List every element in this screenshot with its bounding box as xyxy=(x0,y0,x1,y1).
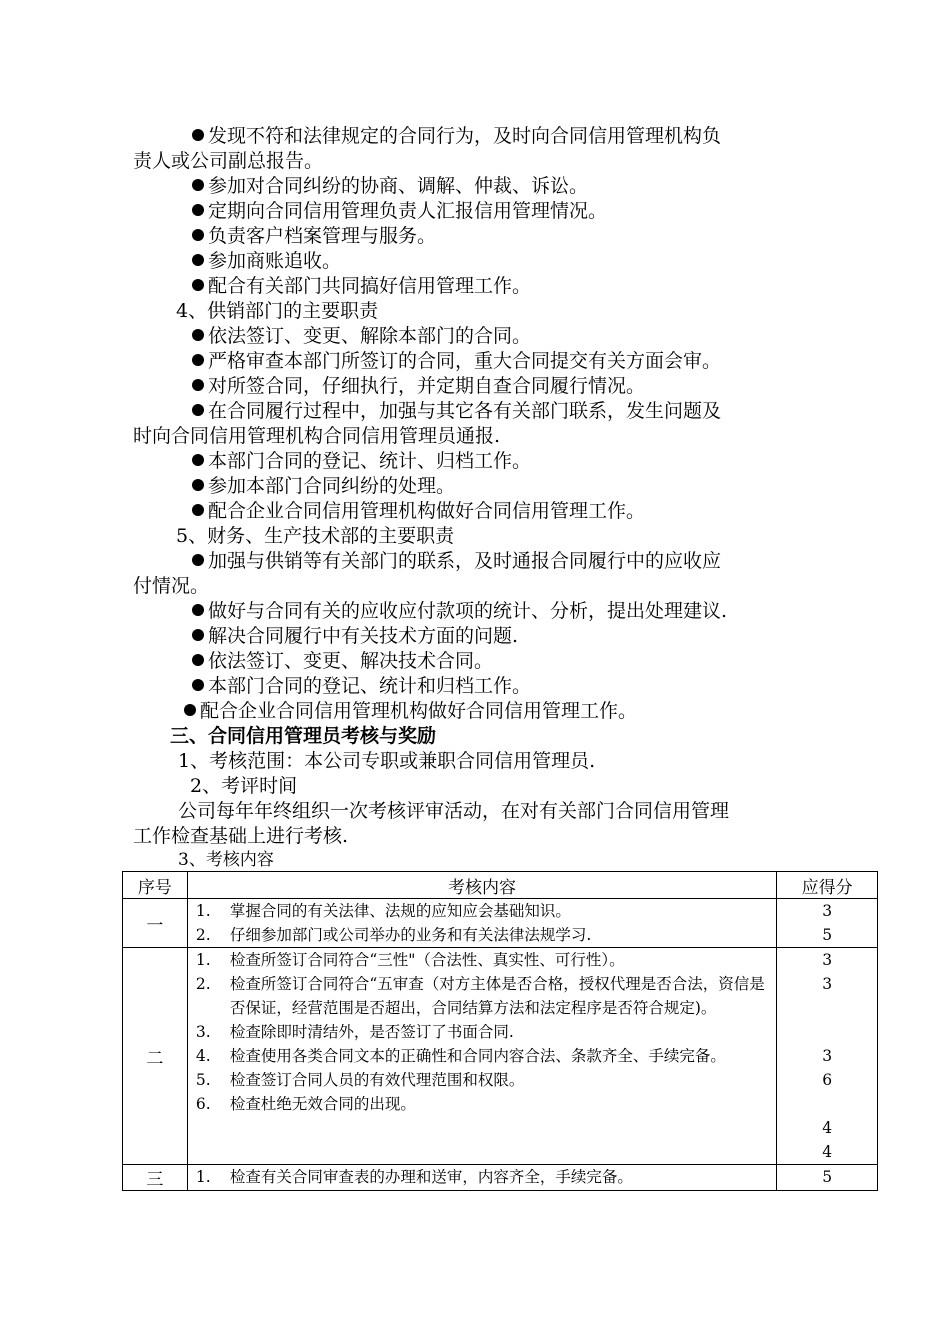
bullet-icon xyxy=(192,554,204,566)
text-line: 配合企业合同信用管理机构做好合同信用管理工作。 xyxy=(192,499,645,523)
bullet-icon xyxy=(192,379,204,391)
text-line: 依法签订、变更、解除本部门的合同。 xyxy=(192,324,531,348)
bullet-icon xyxy=(192,654,204,666)
text-line: 严格审查本部门所签订的合同，重大合同提交有关方面会审。 xyxy=(192,349,721,373)
bullet-icon xyxy=(192,404,204,416)
bullet-icon xyxy=(192,354,204,366)
score-value: 6 xyxy=(822,1071,833,1089)
text-line: 时向合同信用管理机构合同信用管理员通报. xyxy=(133,425,501,447)
group-number: 二 xyxy=(123,948,188,1165)
score-value: 3 xyxy=(822,902,833,920)
bullet-icon xyxy=(192,179,204,191)
text-line: 加强与供销等有关部门的联系，及时通报合同履行中的应收应 xyxy=(192,549,721,573)
list-item: 4. 检查使用各类合同文本的正确性和合同内容合法、条款齐全、手续完备。 xyxy=(195,1047,726,1065)
text-line: 定期向合同信用管理负责人汇报信用管理情况。 xyxy=(192,199,607,223)
text-line: 参加本部门合同纠纷的处理。 xyxy=(192,474,455,498)
table-row xyxy=(123,948,878,1165)
text-line: 2、考评时间 xyxy=(190,775,298,797)
list-item: 1. 检查所签订合同符合“三性"（合法性、真实性、可行性）。 xyxy=(195,951,625,969)
bullet-icon xyxy=(192,329,204,341)
bullet-icon xyxy=(192,629,204,641)
text-line: 1、考核范围：本公司专职或兼职合同信用管理员. xyxy=(178,750,596,772)
score-spacer xyxy=(777,996,877,1044)
score-value: 4 xyxy=(822,1143,833,1161)
text-line: 3、考核内容 xyxy=(178,850,274,870)
text-line: 本部门合同的登记、统计、归档工作。 xyxy=(192,449,531,473)
text-line: 发现不符和法律规定的合同行为，及时向合同信用管理机构负 xyxy=(192,124,721,148)
bullet-icon xyxy=(184,704,196,716)
list-item: 2. 仔细参加部门或公司举办的业务和有关法律法规学习. xyxy=(195,926,592,944)
text-line: 工作检查基础上进行考核. xyxy=(133,825,349,847)
text-line: 参加对合同纠纷的协商、调解、仲裁、诉讼。 xyxy=(192,174,588,198)
list-item: 1. 掌握合同的有关法律、法规的应知应会基础知识。 xyxy=(195,902,571,920)
score-value: 5 xyxy=(822,926,833,944)
list-item: 3. 检查除即时清结外，是否签订了书面合同. xyxy=(195,1023,514,1041)
text-line: 责人或公司副总报告。 xyxy=(133,150,324,172)
group-number: 三 xyxy=(123,1165,188,1191)
bullet-icon xyxy=(192,679,204,691)
header-no: 序号 xyxy=(123,872,188,899)
text-line: 负责客户档案管理与服务。 xyxy=(192,224,436,248)
table-row xyxy=(123,899,878,948)
score-value: 3 xyxy=(822,951,833,969)
text-line: 对所签合同，仔细执行，并定期自查合同履行情况。 xyxy=(192,374,645,398)
text-line: 做好与合同有关的应收应付款项的统计、分析，提出处理建议. xyxy=(192,599,727,623)
group-items xyxy=(187,899,776,948)
score-value: 3 xyxy=(822,975,833,993)
list-item: 6. 检查杜绝无效合同的出现。 xyxy=(195,1095,416,1113)
group-items xyxy=(187,1165,776,1191)
list-item: 5. 检查签订合同人员的有效代理范围和权限。 xyxy=(195,1071,525,1089)
text-line: 依法签订、变更、解决技术合同。 xyxy=(192,649,493,673)
header-content: 考核内容 xyxy=(187,872,776,899)
group-scores xyxy=(777,948,878,1165)
text-line: 在合同履行过程中，加强与其它各有关部门联系，发生问题及 xyxy=(192,399,721,423)
list-item: 2. 检查所签订合同符合“五审查（对方主体是否合格，授权代理是否合法，资信是否保证，经营范围是否超出，合同结算方法和法定程序是否符合规定)。 xyxy=(195,975,765,1017)
text-line: 配合企业合同信用管理机构做好合同信用管理工作。 xyxy=(184,699,637,723)
group-scores xyxy=(777,899,878,948)
score-spacer xyxy=(777,1092,877,1116)
bullet-icon xyxy=(192,254,204,266)
table-row xyxy=(123,1165,878,1191)
group-items xyxy=(187,948,776,1165)
bullet-icon xyxy=(192,229,204,241)
list-item: 1. 检查有关合同审查表的办理和送审，内容齐全，手续完备。 xyxy=(195,1168,633,1186)
score-value: 3 xyxy=(822,1047,833,1065)
bullet-icon xyxy=(192,454,204,466)
text-line: 付情况。 xyxy=(133,575,210,597)
bullet-icon xyxy=(192,204,204,216)
bullet-icon xyxy=(192,279,204,291)
chapter-heading: 三、合同信用管理员考核与奖励 xyxy=(170,725,437,747)
bullet-icon xyxy=(192,504,204,516)
table-header-row xyxy=(123,872,878,899)
group-number: 一 xyxy=(123,899,188,948)
header-score: 应得分 xyxy=(777,872,878,899)
text-line: 解决合同履行中有关技术方面的问题. xyxy=(192,624,518,648)
bullet-icon xyxy=(192,129,204,141)
score-value: 5 xyxy=(822,1168,833,1186)
section-heading: 5、财务、生产技术部的主要职责 xyxy=(176,525,455,547)
bullet-icon xyxy=(192,604,204,616)
bullet-icon xyxy=(192,479,204,491)
section-heading: 4、供销部门的主要职责 xyxy=(176,300,379,322)
text-line: 本部门合同的登记、统计和归档工作。 xyxy=(192,674,531,698)
score-value: 4 xyxy=(822,1119,833,1137)
text-line: 参加商账追收。 xyxy=(192,249,341,273)
text-line: 配合有关部门共同搞好信用管理工作。 xyxy=(192,274,531,298)
assessment-table xyxy=(122,871,878,1191)
group-scores xyxy=(777,1165,878,1191)
text-line: 公司每年年终组织一次考核评审活动，在对有关部门合同信用管理 xyxy=(178,800,730,822)
